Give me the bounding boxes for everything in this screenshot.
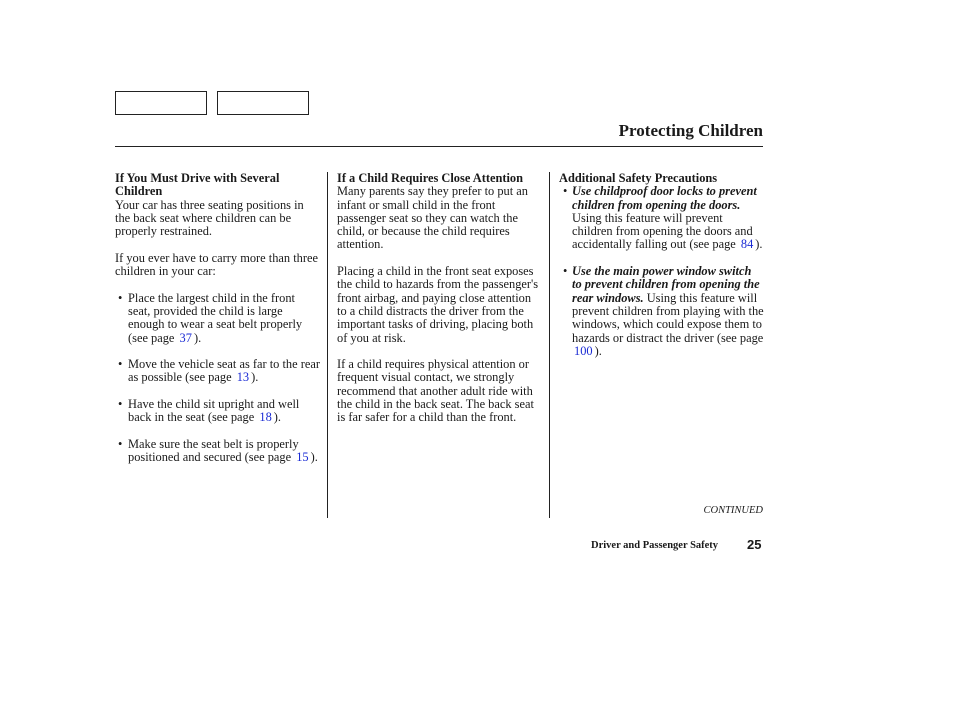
column-divider xyxy=(549,172,550,518)
list-item-text: Make sure the seat belt is properly positioned and secured (see page xyxy=(128,436,299,465)
paragraph: Placing a child in the front seat exposes the child to hazards from the passenger's front airbag, and paying close attention to a child distracts the driver from the important tasks of driving, placing both of you at risk. xyxy=(337,264,539,345)
page-link[interactable]: 13 xyxy=(236,370,250,385)
section-heading: If You Must Drive with Several Children xyxy=(115,171,280,199)
list-item-lead: Use the main power window switch to prevent children from opening the rear windows. xyxy=(572,264,760,305)
list-item-end: ). xyxy=(273,410,281,425)
footer-section-title: Driver and Passenger Safety xyxy=(591,540,719,551)
page-link[interactable]: 37 xyxy=(179,330,192,345)
list-item-text: Using this feature will prevent children from playing with the windows, which could expose them to hazards or distract the driver (see page xyxy=(572,290,764,345)
list-item xyxy=(115,358,320,385)
list-item-lead: Use childproof door locks to prevent children from opening the doors. xyxy=(572,184,757,212)
list-item-end: ). xyxy=(594,343,602,358)
list-item xyxy=(115,398,320,425)
list-item-text: Using this feature will prevent children from opening the doors and accidentally falling out (see page xyxy=(572,210,753,252)
page-link[interactable]: 18 xyxy=(259,410,272,425)
list-item-end: ). xyxy=(755,237,763,252)
page-link[interactable]: 100 xyxy=(574,343,593,358)
list-item-text: Place the largest child in the front seat, provided the child is large enough to wear a seat belt properly (see page xyxy=(128,290,303,345)
nav-back-button[interactable] xyxy=(115,91,207,115)
page-title: Protecting Children xyxy=(618,121,763,140)
column-several-children xyxy=(115,172,320,465)
paragraph: If you ever have to carry more than three children in your car: xyxy=(115,250,318,279)
column-close-attention xyxy=(337,172,542,425)
page-number: 25 xyxy=(747,537,762,552)
column-safety-precautions xyxy=(559,172,764,358)
list-item-end: ). xyxy=(251,370,259,385)
continued-label: CONTINUED xyxy=(703,505,763,516)
list-item xyxy=(559,265,764,358)
column-divider xyxy=(327,172,328,518)
nav-forward-button[interactable] xyxy=(217,91,309,115)
header-divider xyxy=(115,146,763,147)
section-heading: Additional Safety Precautions xyxy=(559,171,718,185)
list-item-text: Have the child sit upright and well back in the seat (see page xyxy=(128,397,300,425)
list-item-end: ). xyxy=(193,330,202,345)
list-item xyxy=(559,185,764,251)
paragraph: If a child requires physical attention or frequent visual contact, we strongly recommend that another adult ride with the child in the back seat. The back seat is far safer for a child than the front. xyxy=(337,357,534,425)
page-link[interactable]: 15 xyxy=(296,450,309,465)
list-item-text: Move the vehicle seat as far to the rear as possible (see page xyxy=(128,357,320,385)
paragraph: Many parents say they prefer to put an infant or small child in the front passenger seat so they can watch the child, or because the child requires attention. xyxy=(337,184,528,252)
page-link[interactable]: 84 xyxy=(740,237,754,252)
list-item xyxy=(115,292,320,345)
list-item-end: ). xyxy=(310,450,318,465)
paragraph: Your car has three seating positions in the back seat where children can be properly restrained. xyxy=(115,197,304,239)
section-heading: If a Child Requires Close Attention xyxy=(337,171,523,185)
list-item xyxy=(115,438,320,465)
